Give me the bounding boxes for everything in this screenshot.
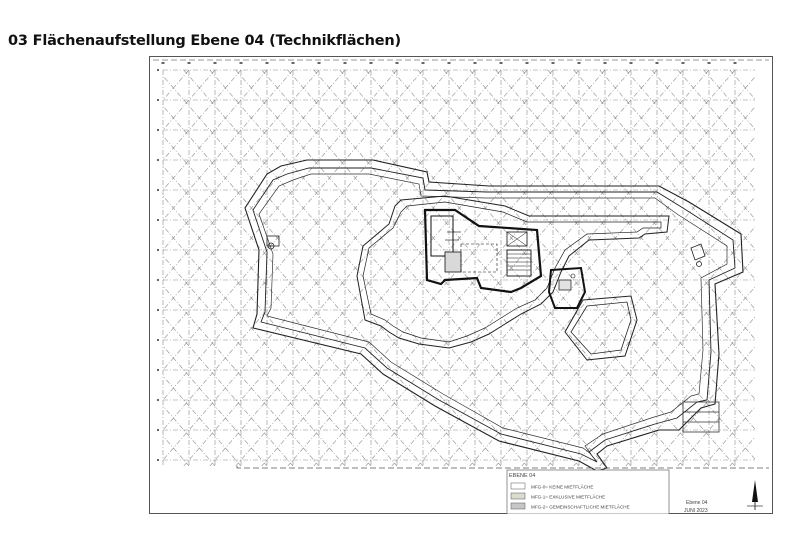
grid-axis-marker: [162, 62, 165, 64]
grid-axis-marker: [240, 62, 243, 64]
grid-axis-marker: [157, 69, 159, 71]
grid-axis-marker: [422, 62, 425, 64]
grid-axis-marker: [157, 459, 159, 461]
technical-room-unit: [559, 280, 571, 290]
title-block-date: JUNI 2023: [684, 508, 708, 514]
grid-axis-marker: [578, 62, 581, 64]
grid-axis-marker: [157, 369, 159, 371]
legend-label-mfg0: MFG-0= KEINE MIETFLÄCHE: [531, 484, 594, 490]
grid-axis-marker: [214, 62, 217, 64]
grid-axis-marker: [292, 62, 295, 64]
grid-axis-marker: [157, 249, 159, 251]
grid-axis-marker: [157, 339, 159, 341]
grid-axis-marker: [344, 62, 347, 64]
grid-axis-marker: [682, 62, 685, 64]
grid-axis-marker: [630, 62, 633, 64]
grid-axis-marker: [157, 129, 159, 131]
grid-axis-marker: [157, 99, 159, 101]
grid-axis-marker: [157, 159, 159, 161]
grid-axis-marker: [604, 62, 607, 64]
legend-label-mfg2: MFG-2= GEMEINSCHAFTLICHE MIETFLÄCHE: [531, 504, 630, 510]
legend-box: [507, 470, 669, 514]
grid-axis-marker: [708, 62, 711, 64]
grid-axis-marker: [474, 62, 477, 64]
legend-label-mfg1: MFG-1= EXKLUSIVE MIETFLÄCHE: [531, 494, 606, 500]
legend-swatch-mfg1: [511, 493, 525, 499]
grid-axis-marker: [500, 62, 503, 64]
legend-heading: EBENE 04: [509, 473, 536, 479]
grid-axis-marker: [552, 62, 555, 64]
grid-axis-marker: [370, 62, 373, 64]
legend-swatch-mfg0: [511, 483, 525, 489]
title-block-label: Ebene 04: [686, 500, 708, 506]
grid-axis-marker: [157, 309, 159, 311]
floor-plan: [149, 56, 773, 514]
grid-axis-marker: [188, 62, 191, 64]
grid-axis-marker: [656, 62, 659, 64]
grid-axis-marker: [734, 62, 737, 64]
grid-axis-marker: [157, 279, 159, 281]
grid-axis-marker: [266, 62, 269, 64]
grid-axis-marker: [157, 189, 159, 191]
grid-axis-marker: [157, 399, 159, 401]
core-room-shaft: [445, 252, 461, 272]
grid-axis-marker: [157, 219, 159, 221]
page-title: 03 Flächenaufstellung Ebene 04 (Technikflächen): [8, 33, 401, 49]
grid-axis-marker: [448, 62, 451, 64]
legend-swatch-mfg2: [511, 503, 525, 509]
grid-axis-marker: [396, 62, 399, 64]
grid-axis-marker: [526, 62, 529, 64]
grid-axis-marker: [318, 62, 321, 64]
grid-axis-marker: [157, 429, 159, 431]
